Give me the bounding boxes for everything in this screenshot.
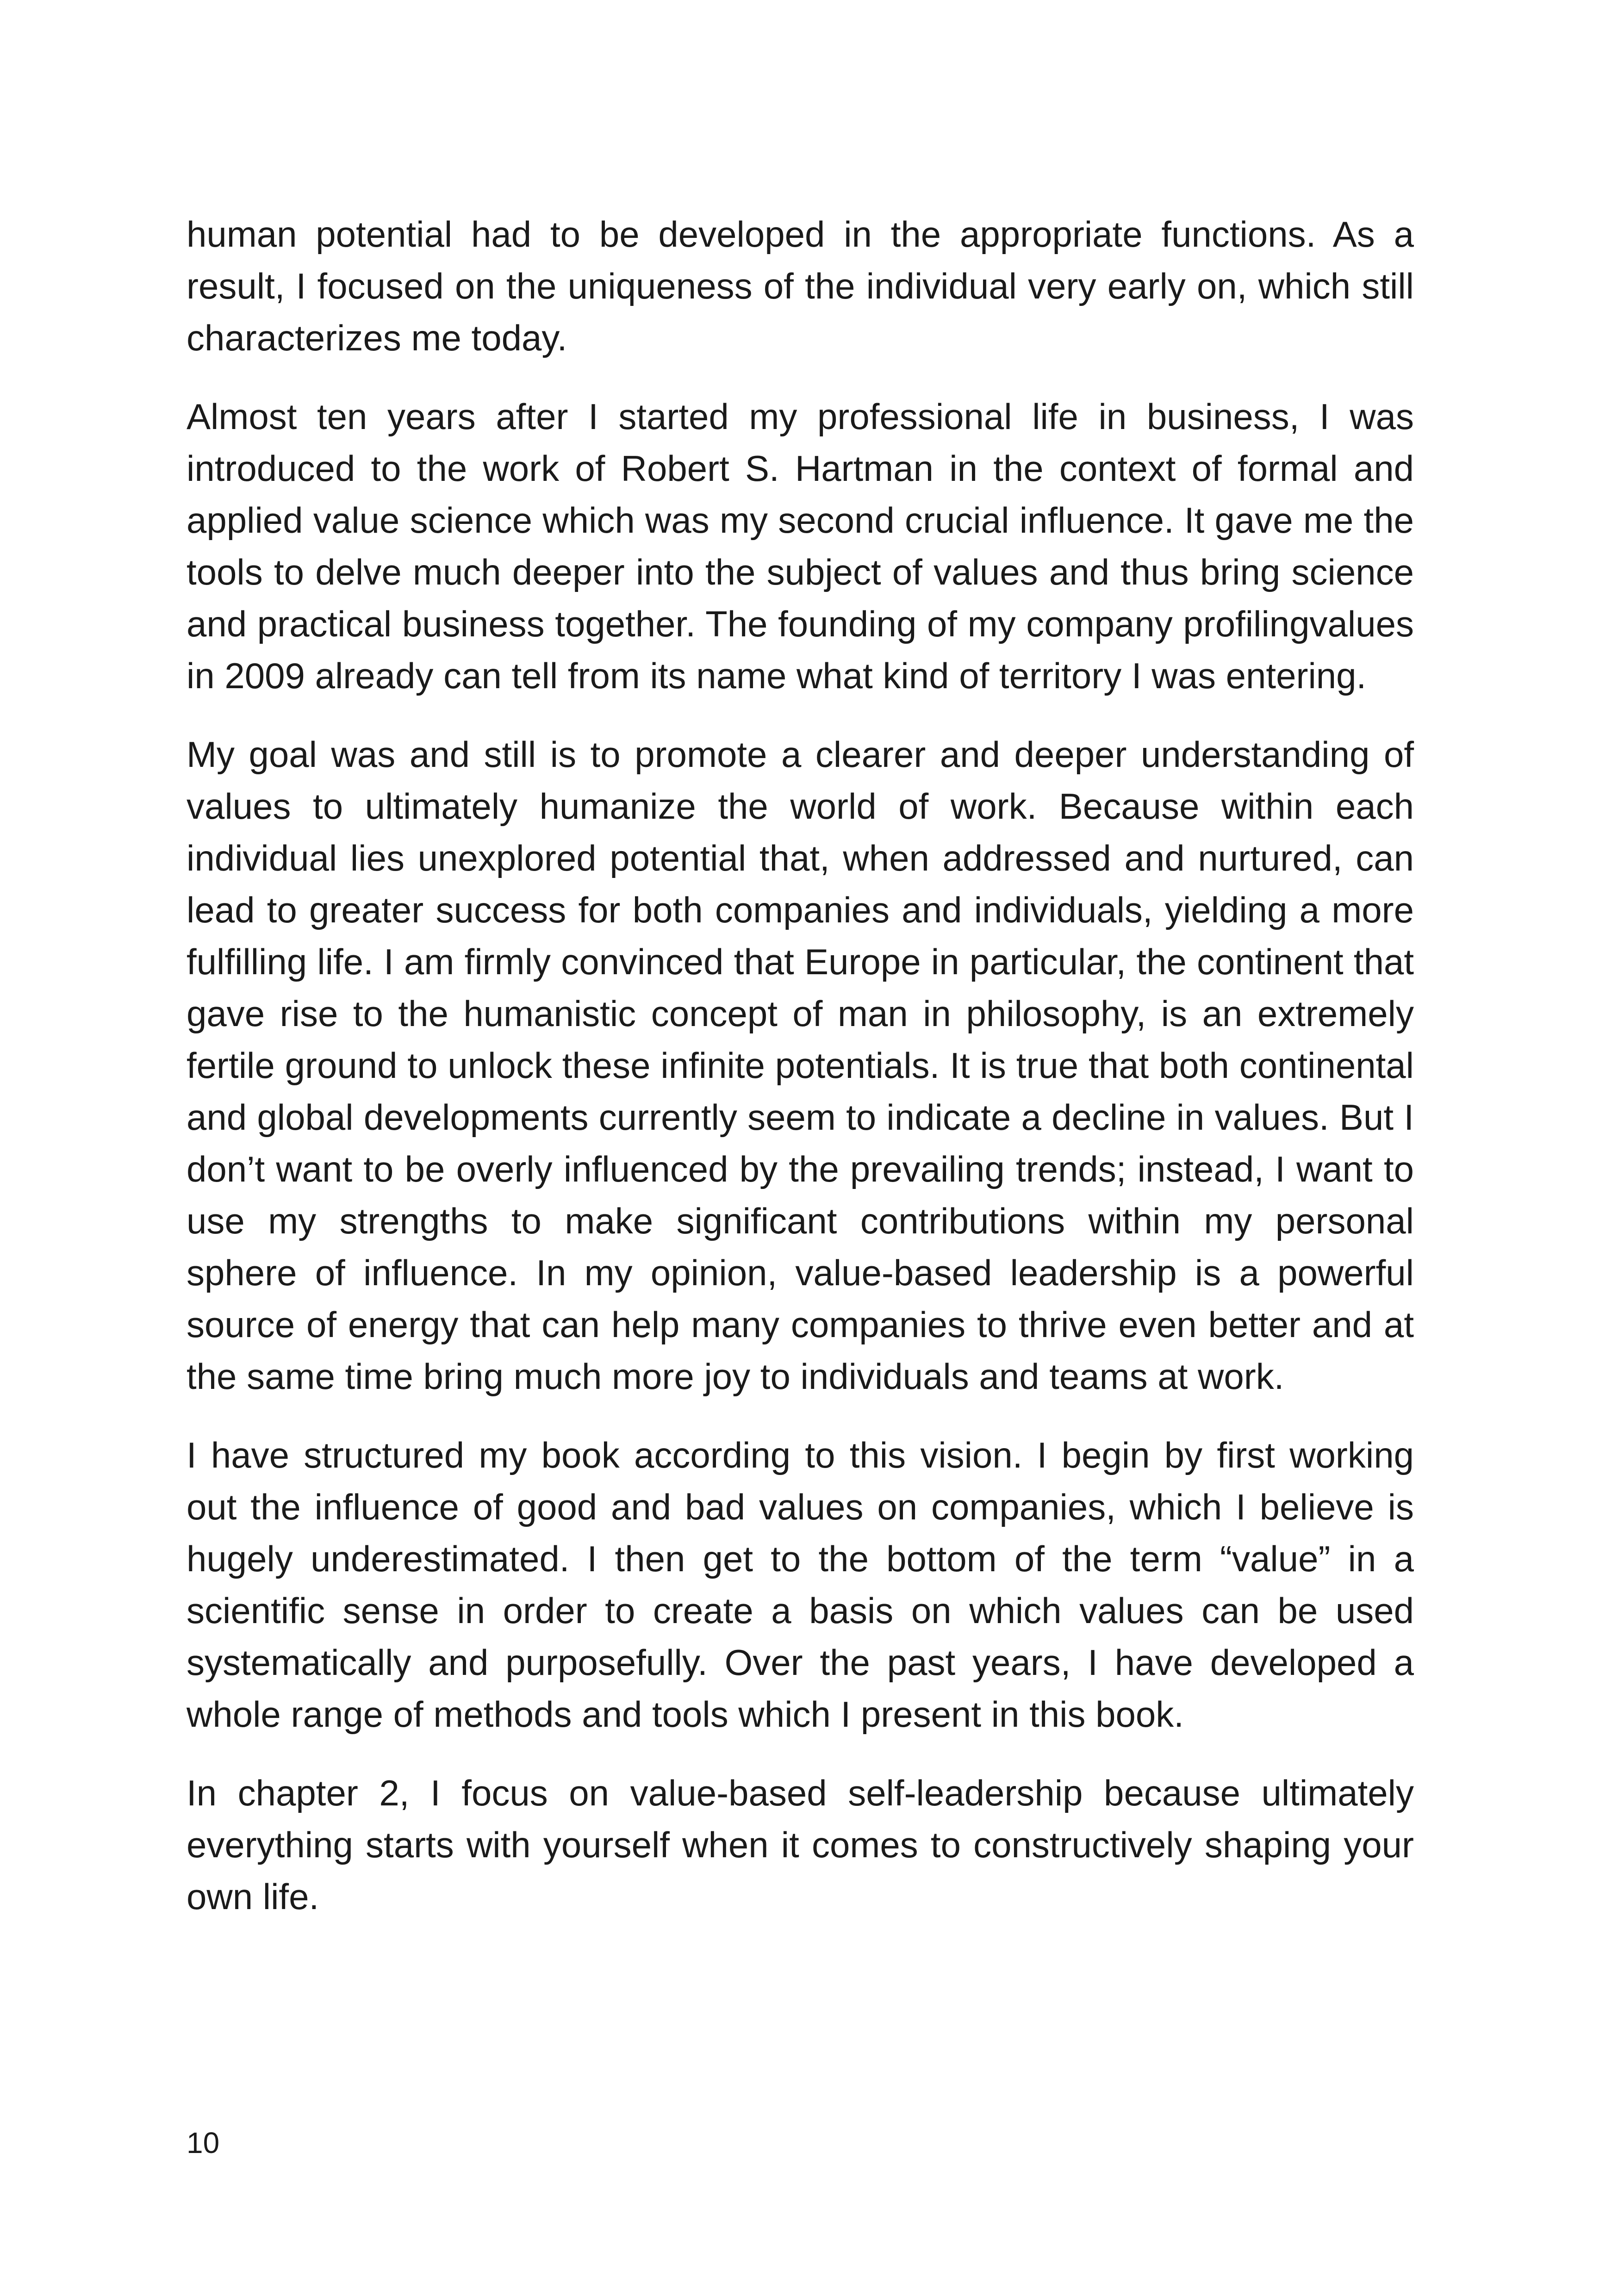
body-text xyxy=(187,208,1414,1949)
paragraph-2: Almost ten years after I started my professional life in business, I was introduced to the work of Robert S. Hartman in the context of formal and applied value science which was my second crucial influence. It gave me the tools to delve much deeper into the subject of values and thus bring science and practical business together. The founding of my company profilingvalues in 2009 already can tell from its name what kind of territory I was entering. xyxy=(187,396,1414,696)
paragraph-3: My goal was and still is to promote a clearer and deeper understanding of values to ultimately humanize the world of work. Because within each individual lies unexplored potential that, when addressed and nurtured, can lead to greater success for both companies and individuals, yielding a more fulfilling life. I am firmly convinced that Europe in particular, the continent that gave rise to the humanistic concept of man in philosophy, is an extremely fertile ground to unlock these infinite potentials. It is true that both continental and global developments currently seem to indicate a decline in values. But I don’t want to be overly influenced by the prevailing trends; instead, I want to use my strengths to make significant contributions within my personal sphere of influence. In my opinion, value-based leadership is a powerful source of energy that can help many companies to thrive even better and at the same time bring much more joy to individuals and teams at work. xyxy=(187,734,1414,1397)
paragraph-5: In chapter 2, I focus on value-based self-leadership because ultimately everything starts with yourself when it comes to constructively shaping your own life. xyxy=(187,1773,1414,1917)
paragraph-1: human potential had to be developed in the appropriate functions. As a result, I focused on the uniqueness of the individual very early on, which still characterizes me today. xyxy=(187,214,1414,358)
paragraph-4: I have structured my book according to this vision. I begin by first working out the influence of good and bad values on companies, which I believe is hugely underestimated. I then get to the bottom of the term “value” in a scientific sense in order to create a basis on which values can be used systematically and purposefully. Over the past years, I have developed a whole range of methods and tools which I present in this book. xyxy=(187,1435,1414,1735)
page-number: 10 xyxy=(187,2126,220,2159)
